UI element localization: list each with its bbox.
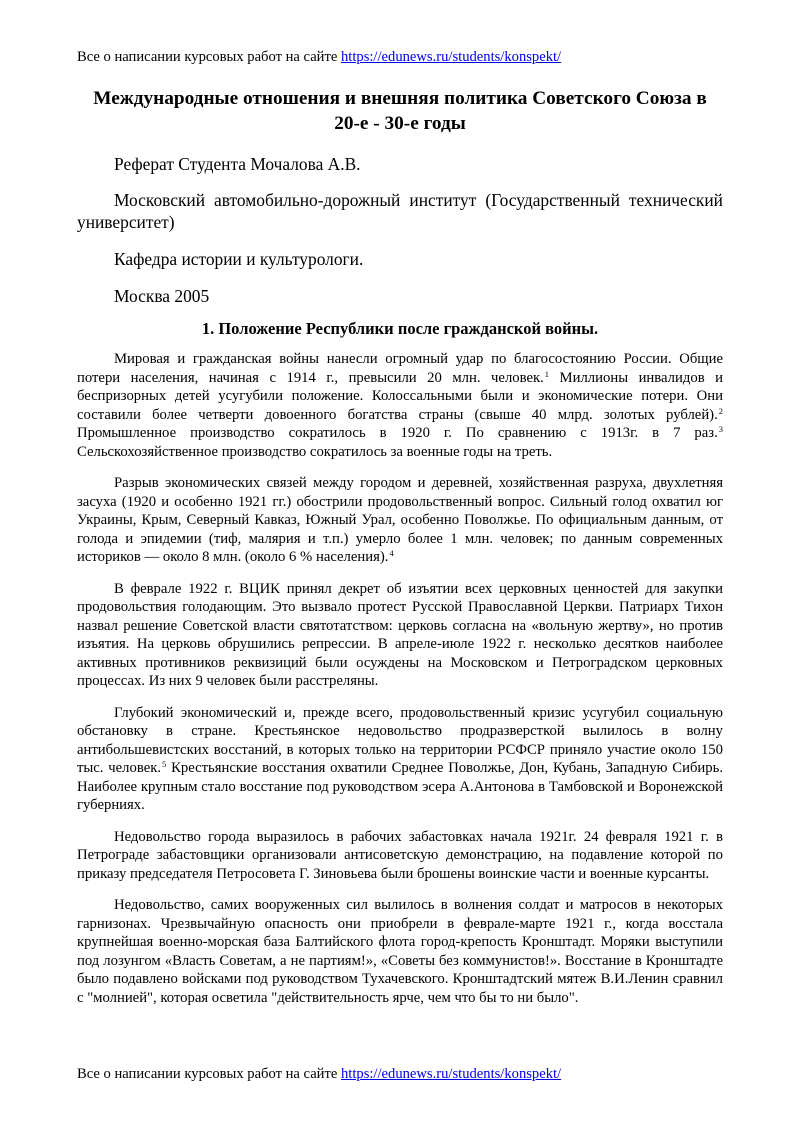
paragraph-text: Глубокий экономический и, прежде всего, продовольственный кризис усугубил социальную обстановку в стране. Крестьянское недовольство продразверсткой вылилось в волну антибольшевистских восстаний, в которых только на территории РСФСР приняло участие около 150 тыс. человек. (77, 704, 723, 776)
page-footer (77, 1065, 561, 1083)
paragraph-3: В феврале 1922 г. ВЦИК принял декрет об изъятии всех церковных ценностей для закупки продовольствия голодающим. Это вызвало протест Русской Православной Церкви. Патриарх Тихон назвал решение Советской власти святотатством: церковь согласна на «вольную жертву», но против изъятия. На церковь обрушились репрессии. В апреле-июле 1922 г. несколько десятков наиболее активных противников реквизиций были осуждены на Московском и Петроградском церковных процессах. Из них 9 человек были расстреляны. (77, 580, 723, 689)
header-link[interactable]: https://edunews.ru/students/konspekt/ (341, 49, 562, 65)
paragraph-4 (77, 704, 723, 815)
footnote-ref-4[interactable]: 4 (389, 548, 394, 558)
footer-link[interactable]: https://edunews.ru/students/konspekt/ (341, 1066, 562, 1082)
document-title: Международные отношения и внешняя политика Советского Союза в 20-е - 30-е годы (93, 88, 707, 134)
department-line: Кафедра истории и культурологи. (114, 249, 364, 269)
footnote-ref-2[interactable]: 2 (718, 405, 723, 416)
document-page (77, 0, 723, 1131)
paragraph-text: Промышленное производство сократилось в 1920 г. По сравнению с 1913г. в 7 раз. (77, 425, 718, 441)
paragraph-2 (77, 474, 723, 567)
document-body (77, 86, 723, 1007)
institute-line: Московский автомобильно-дорожный институт (Государственный технический университет) (77, 190, 723, 232)
paragraph-1 (77, 350, 723, 461)
paragraph-5: Недовольство города выразилось в рабочих забастовках начала 1921г. 24 февраля 1921 г. в Петрограде забастовщики организовали антисоветскую демонстрацию, на подавление которой по приказу председателя Петросовета Г. Зиновьева были брошены воинские части и военные курсанты. (77, 828, 723, 882)
paragraph-text: Миллионы инвалидов и беспризорных детей усугубили положение. Колоссальными были и экономические потери. Они составили более четверти довоенного богатства страны (свыше 40 млрд. золотых рублей). (77, 369, 723, 423)
paragraph-text: Сельскохозяйственное производство сократилось за военные годы на треть. (77, 443, 553, 460)
paragraph-text: Крестьянские восстания охватили Среднее Поволжье, Дон, Кубань, Западную Сибирь. Наиболее крупным стало восстание под руководством эсера А.Антонова в Тамбовской и Воронежской губерниях. (77, 760, 724, 813)
place-year-line: Москва 2005 (114, 286, 210, 306)
author-line: Реферат Студента Мочалова А.В. (114, 154, 361, 174)
footnote-ref-1[interactable]: 1 (544, 368, 550, 379)
paragraph-text: Разрыв экономических связей между городом и деревней, хозяйственная разруха, двухлетняя засуха (1920 и особенно 1921 гг.) обострили продовольственный вопрос. Сильный голод охватил юг Украины, Крым, Северный Кавказ, Южный Урал, особенно Поволжье. По официальным данным, от голода и эпидемии (тиф, малярия и т.п.) умерло более 1 млн. человек; по данным современных историков — около 8 млн. (около 6 % населения). (77, 475, 723, 565)
paragraph-text: Мировая и гражданская войны нанесли огромный удар по благосостоянию России. Общие потери населения, начиная с 1914 г., превысили 20 млн. человек. (77, 351, 723, 386)
section-heading: 1. Положение Республики после гражданской войны. (201, 319, 599, 338)
footer-text: Все о написании курсовых работ на сайте (77, 1066, 341, 1082)
header-text: Все о написании курсовых работ на сайте (77, 49, 341, 65)
page-header (77, 48, 561, 66)
footnote-ref-5[interactable]: 5 (162, 759, 167, 769)
footnote-ref-3[interactable]: 3 (718, 424, 723, 434)
paragraph-6: Недовольство, самих вооруженных сил вылилось в волнения солдат и матросов в некоторых гарнизонах. Чрезвычайную опасность они приобрели в феврале-марте 1921 г., когда восстала крупнейшая военно-морская база Балтийского флота город-крепость Кронштадт. Моряки выступили под лозунгом «Власть Советам, а не партиям!», «Советы без коммунистов!». Восстание в Кронштадте было подавлено войсками под руководством Тухачевского. Кронштадтский мятеж В.И.Ленин сравнил с "молнией", которая осветила "действительность ярче, чем что бы то ни было". (77, 897, 723, 1006)
